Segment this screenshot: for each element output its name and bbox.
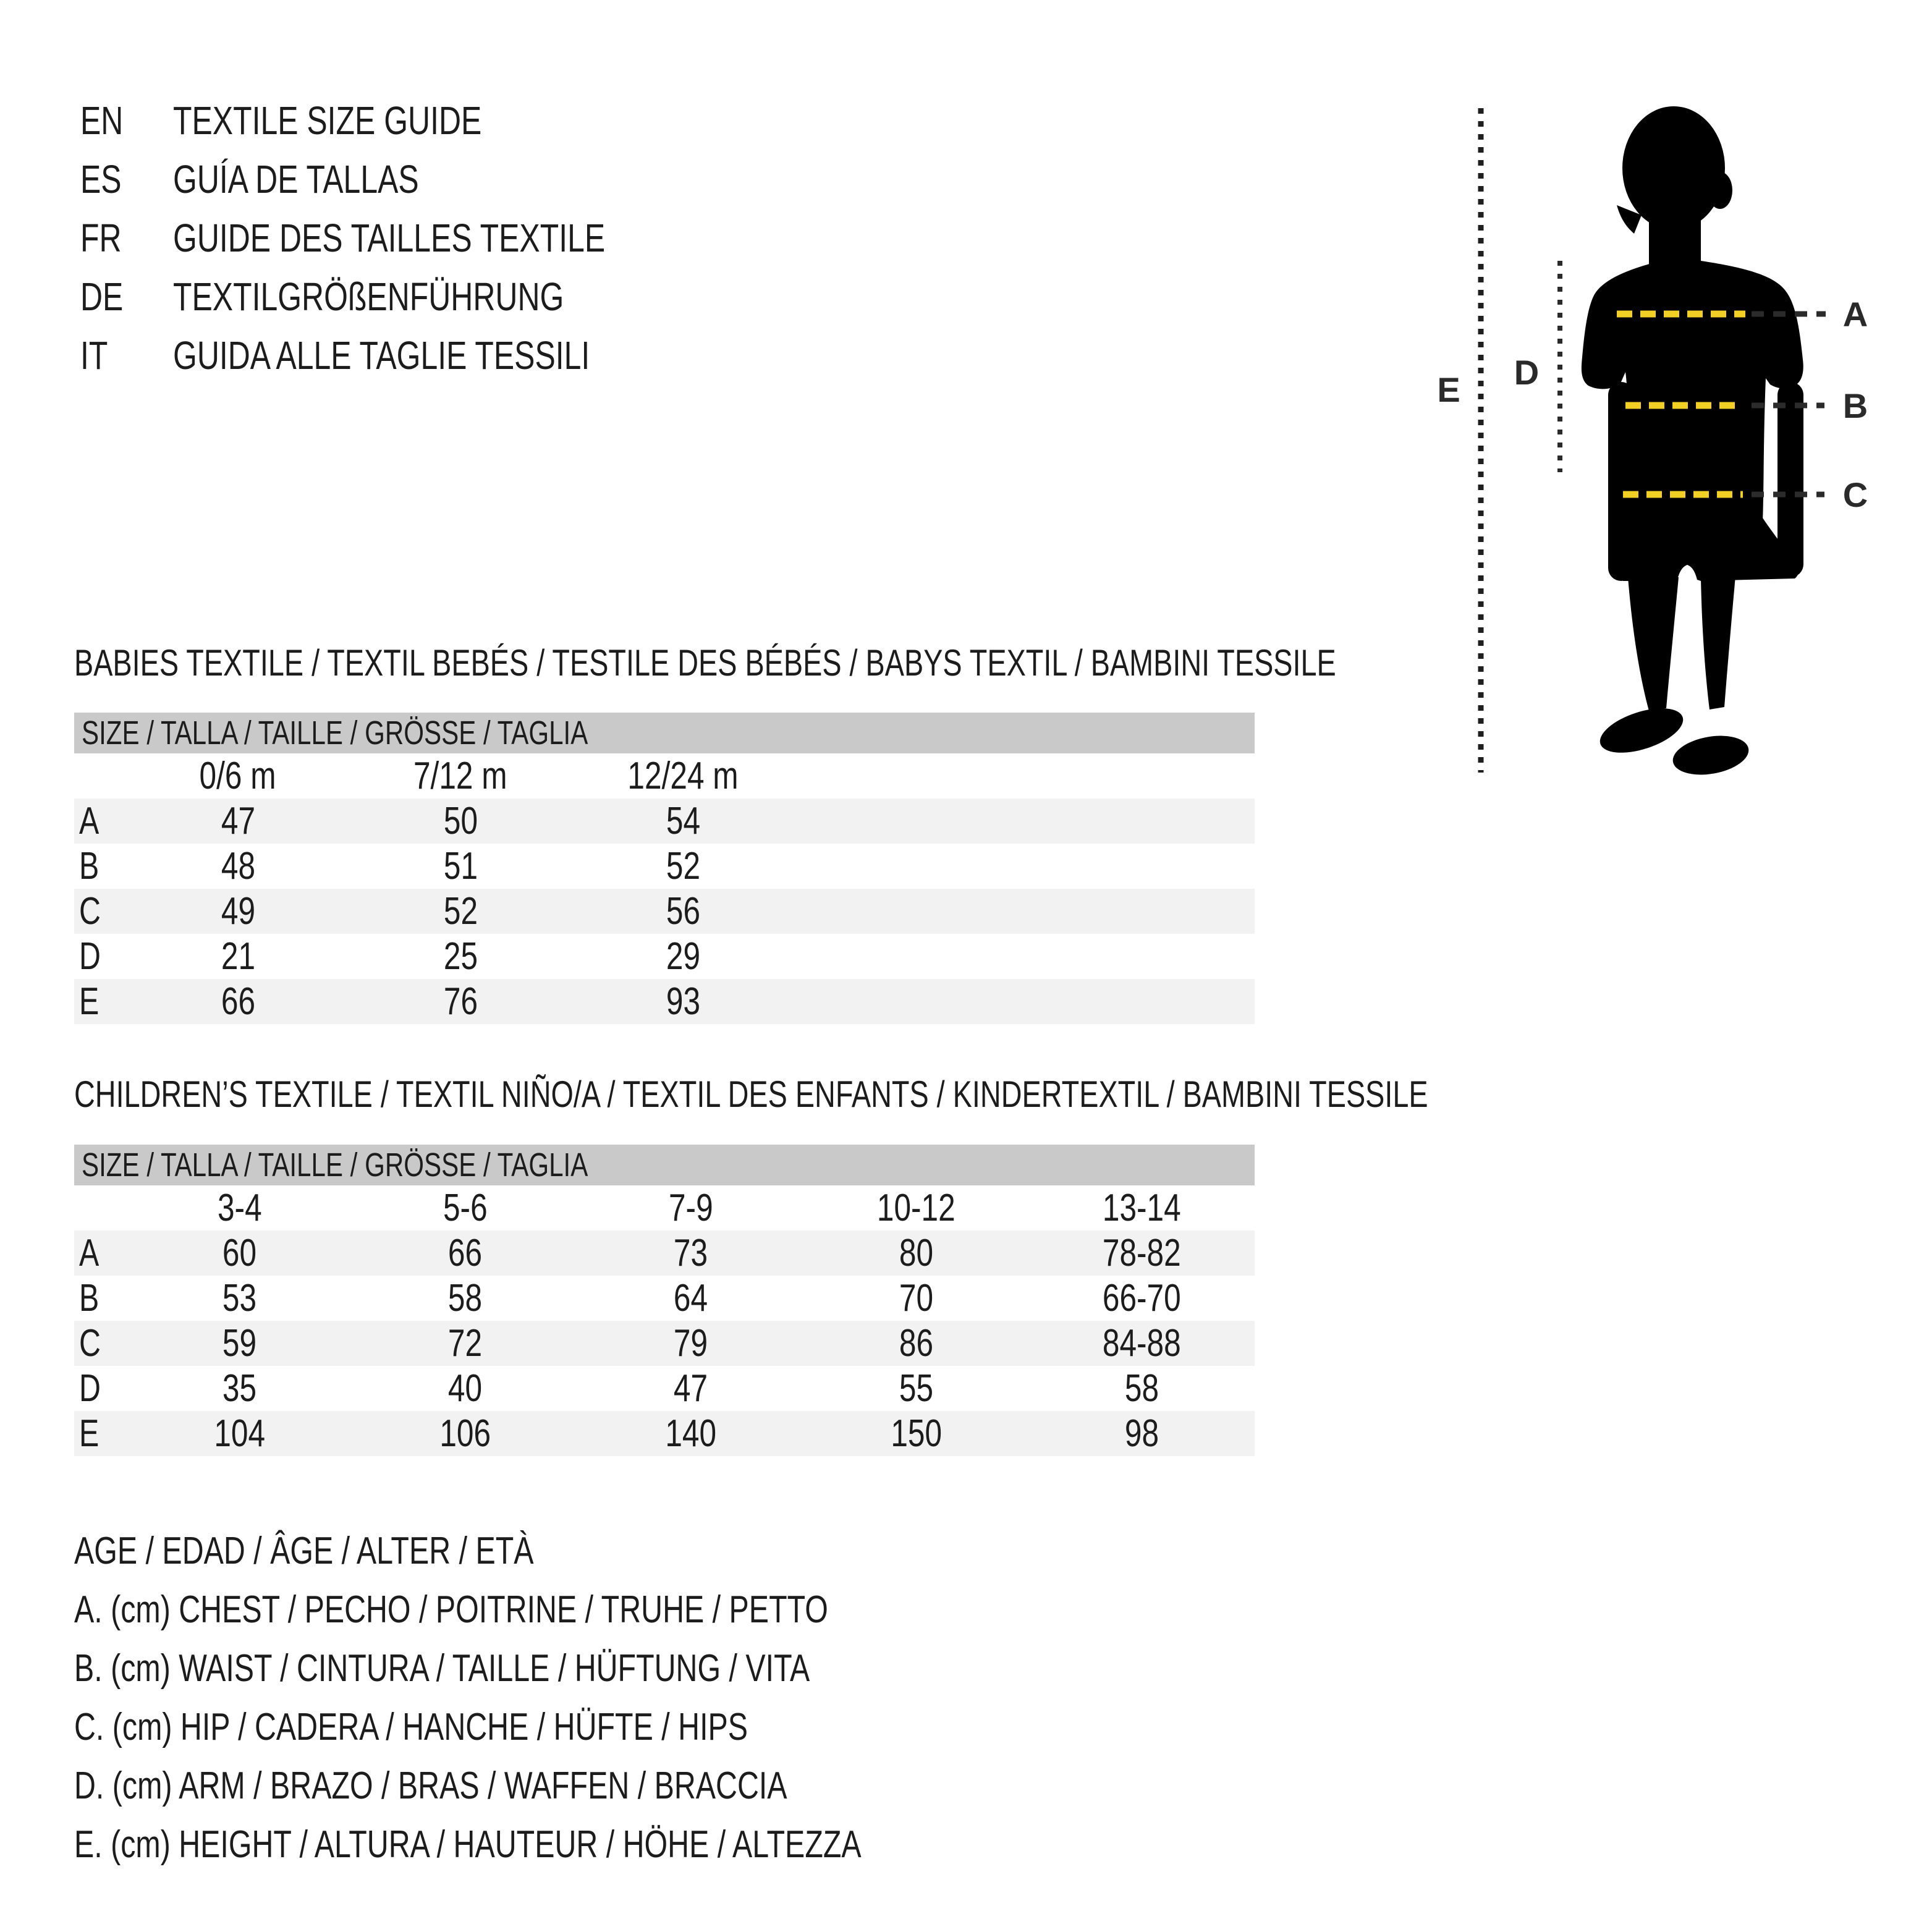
- table-value: 50: [443, 800, 478, 842]
- row-label: B: [79, 845, 100, 888]
- children-column-header: 10-12: [877, 1187, 955, 1229]
- table-value: 72: [447, 1322, 483, 1365]
- table-value: 47: [221, 800, 255, 842]
- legend-line-hip: [74, 1698, 1083, 1756]
- table-value: 150: [891, 1412, 942, 1455]
- table-row: [74, 844, 1255, 889]
- legend-line-waist: [74, 1639, 1083, 1698]
- table-value: 106: [439, 1412, 491, 1455]
- guide-title-en: TEXTILE SIZE GUIDE: [173, 98, 482, 143]
- table-row: [74, 1411, 1255, 1456]
- table-value: 58: [447, 1277, 483, 1320]
- arm-label: D: [1514, 353, 1540, 392]
- legend-text: A. (cm) CHEST / PECHO / POITRINE / TRUHE / PETTO: [74, 1588, 828, 1631]
- table-value: 93: [666, 980, 700, 1023]
- table-value: 49: [221, 890, 255, 933]
- table-value: 52: [666, 845, 700, 888]
- children-size-header-bar: [74, 1145, 1255, 1185]
- guide-title-de: TEXTILGRÖßENFÜHRUNG: [173, 274, 564, 319]
- table-value: 47: [673, 1367, 708, 1410]
- waist-label: B: [1842, 386, 1868, 425]
- language-row-es: [80, 150, 727, 208]
- table-value: 66: [221, 980, 255, 1023]
- language-row-it: [80, 326, 727, 384]
- table-value: 79: [673, 1322, 708, 1365]
- children-column-header: 5-6: [443, 1187, 488, 1229]
- legend-text: D. (cm) ARM / BRAZO / BRAS / WAFFEN / BRACCIA: [74, 1765, 787, 1807]
- babies-size-table: [74, 713, 1255, 1024]
- legend-text: AGE / EDAD / ÂGE / ALTER / ETÀ: [74, 1530, 534, 1572]
- table-row: [74, 979, 1255, 1024]
- guide-title-es: GUÍA DE TALLAS: [173, 156, 419, 201]
- children-column-header: 13-14: [1103, 1187, 1181, 1229]
- children-column-header: 7-9: [668, 1187, 713, 1229]
- children-column-header: 3-4: [217, 1187, 262, 1229]
- language-code: IT: [80, 333, 108, 378]
- babies-size-header-bar: [74, 713, 1255, 753]
- row-label: D: [79, 1367, 101, 1410]
- row-label: B: [79, 1277, 100, 1320]
- language-code: ES: [80, 156, 122, 201]
- table-row: [74, 1276, 1255, 1321]
- table-value: 104: [214, 1412, 265, 1455]
- row-label: C: [79, 890, 101, 933]
- table-row: [74, 799, 1255, 844]
- table-row: [74, 1231, 1255, 1276]
- row-label: A: [79, 1232, 100, 1274]
- row-label: C: [79, 1322, 101, 1365]
- legend-line-height: [74, 1815, 1083, 1874]
- babies-section-title: [74, 644, 1692, 682]
- language-code: DE: [80, 274, 124, 319]
- height-label: E: [1437, 370, 1460, 409]
- babies-section-title-text: BABIES TEXTILE / TEXTIL BEBÉS / TESTILE DES BÉBÉS / BABYS TEXTIL / BAMBINI TESSILE: [74, 642, 1336, 684]
- table-value: 35: [222, 1367, 257, 1410]
- row-label: A: [79, 800, 100, 842]
- guide-title-fr: GUIDE DES TAILLES TEXTILE: [173, 215, 606, 260]
- table-row: [74, 1321, 1255, 1366]
- table-value: 21: [221, 935, 255, 978]
- children-size-header-text: SIZE / TALLA / TAILLE / GRÖSSE / TAGLIA: [82, 1146, 588, 1184]
- table-value: 76: [443, 980, 478, 1023]
- table-value: 73: [673, 1232, 708, 1274]
- children-section-title: [74, 1075, 1810, 1114]
- language-code: FR: [80, 215, 122, 260]
- table-value: 52: [443, 890, 478, 933]
- babies-column-header: 0/6 m: [199, 755, 277, 797]
- table-value: 80: [899, 1232, 934, 1274]
- legend-line-chest: [74, 1580, 1083, 1639]
- table-value: 140: [665, 1412, 716, 1455]
- language-row-de: [80, 267, 727, 326]
- table-row: [74, 934, 1255, 979]
- table-value: 54: [666, 800, 700, 842]
- babies-size-header-text: SIZE / TALLA / TAILLE / GRÖSSE / TAGLIA: [82, 714, 588, 752]
- table-value: 48: [221, 845, 255, 888]
- table-value: 56: [666, 890, 700, 933]
- legend-text: E. (cm) HEIGHT / ALTURA / HAUTEUR / HÖHE / ALTEZZA: [74, 1823, 862, 1866]
- children-section-title-text: CHILDREN’S TEXTILE / TEXTIL NIÑO/A / TEXTIL DES ENFANTS / KINDERTEXTIL / BAMBINI TESSILE: [74, 1074, 1428, 1115]
- table-value: 40: [447, 1367, 483, 1410]
- table-value: 55: [899, 1367, 934, 1410]
- table-value: 29: [666, 935, 700, 978]
- children-column-header-row: [74, 1185, 1255, 1231]
- table-value: 84-88: [1103, 1322, 1181, 1365]
- table-value: 78-82: [1103, 1232, 1181, 1274]
- row-label: D: [79, 935, 101, 978]
- guide-title-it: GUIDA ALLE TAGLIE TESSILI: [173, 333, 590, 378]
- language-row-fr: [80, 208, 727, 267]
- hip-label: C: [1842, 475, 1868, 514]
- language-title-block: [80, 91, 727, 384]
- row-label: E: [79, 1412, 100, 1455]
- table-value: 58: [1124, 1367, 1159, 1410]
- legend-text: C. (cm) HIP / CADERA / HANCHE / HÜFTE / HIPS: [74, 1706, 748, 1748]
- language-code: EN: [80, 98, 124, 143]
- babies-column-header-row: [74, 753, 1255, 799]
- table-value: 60: [222, 1232, 257, 1274]
- legend-line-age: [74, 1522, 1083, 1580]
- table-row: [74, 1366, 1255, 1411]
- table-value: 70: [899, 1277, 934, 1320]
- legend-text: B. (cm) WAIST / CINTURA / TAILLE / HÜFTUNG / VITA: [74, 1647, 810, 1690]
- table-value: 53: [222, 1277, 257, 1320]
- legend-line-arm: [74, 1756, 1083, 1815]
- table-value: 51: [443, 845, 478, 888]
- measurement-legend: [74, 1522, 1083, 1874]
- table-value: 25: [443, 935, 478, 978]
- children-size-table: [74, 1145, 1255, 1456]
- table-value: 98: [1124, 1412, 1159, 1455]
- row-label: E: [79, 980, 100, 1023]
- table-value: 66: [447, 1232, 483, 1274]
- table-row: [74, 889, 1255, 934]
- babies-column-header: 12/24 m: [627, 755, 739, 797]
- language-row-en: [80, 91, 727, 150]
- babies-column-header: 7/12 m: [413, 755, 507, 797]
- chest-label: A: [1842, 295, 1868, 334]
- table-value: 64: [673, 1277, 708, 1320]
- table-value: 86: [899, 1322, 934, 1365]
- table-value: 66-70: [1103, 1277, 1181, 1320]
- table-value: 59: [222, 1322, 257, 1365]
